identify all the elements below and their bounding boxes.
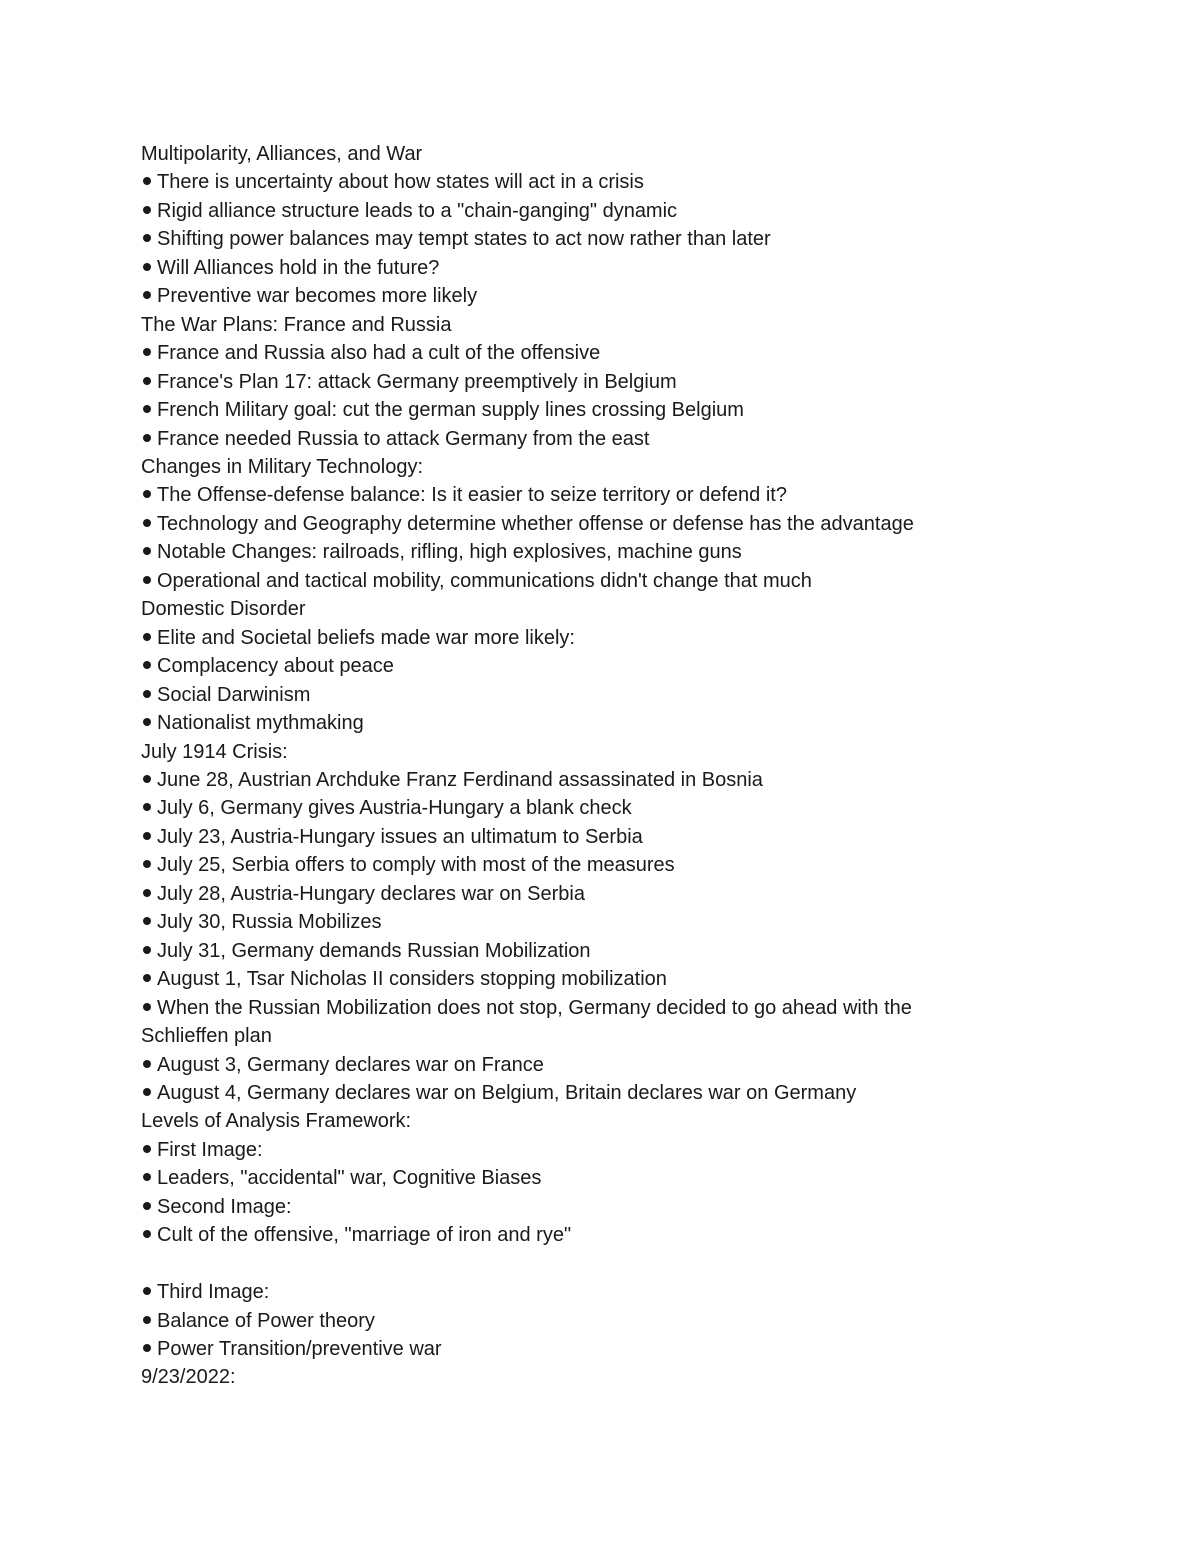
list-item-text: Notable Changes: railroads, rifling, high explosives, machine guns: [157, 541, 742, 564]
list-item: [141, 225, 1141, 253]
list-item-text: When the Russian Mobilization does not stop, Germany decided to go ahead with the: [157, 996, 912, 1019]
list-item-text: July 30, Russia Mobilizes: [157, 911, 382, 934]
list-item-continuation: Schlieffen plan: [141, 1025, 272, 1048]
bullet-icon: [143, 1230, 151, 1238]
bullet-icon: [143, 1173, 151, 1181]
list-item-text: Third Image:: [157, 1281, 270, 1304]
bullet-icon: [143, 263, 151, 271]
bullet-icon: [143, 832, 151, 840]
list-item-text: France needed Russia to attack Germany from the east: [157, 427, 650, 450]
list-item-text: France's Plan 17: attack Germany preemptively in Belgium: [157, 370, 677, 393]
bullet-icon: [143, 291, 151, 299]
list-item: [141, 197, 1141, 225]
list-item-text: July 31, Germany demands Russian Mobilization: [157, 939, 591, 962]
bullet-icon: [143, 1003, 151, 1011]
list-item: [141, 851, 1141, 879]
list-item: [141, 652, 1141, 680]
list-item-text: Technology and Geography determine whether offense or defense has the advantage: [157, 512, 914, 535]
bullet-icon: [143, 490, 151, 498]
list-item-text: Preventive war becomes more likely: [157, 285, 478, 308]
list-item-text: Elite and Societal beliefs made war more likely:: [157, 626, 575, 649]
bullet-icon: [143, 177, 151, 185]
bullet-icon: [143, 803, 151, 811]
list-item-text: Shifting power balances may tempt states to act now rather than later: [157, 228, 771, 251]
list-item: [141, 880, 1141, 908]
bullet-icon: [143, 519, 151, 527]
list-item: [141, 1278, 1141, 1306]
bullet-icon: [143, 377, 151, 385]
list-item: [141, 908, 1141, 936]
list-item: [141, 1221, 1141, 1249]
list-item: [141, 766, 1141, 794]
list-item: [141, 624, 1141, 652]
list-item-text: French Military goal: cut the german supply lines crossing Belgium: [157, 399, 744, 422]
list-item: [141, 282, 1141, 310]
bullet-icon: [143, 633, 151, 641]
bullet-icon: [143, 718, 151, 726]
bullet-icon: [143, 348, 151, 356]
list-item-text: August 4, Germany declares war on Belgium, Britain declares war on Germany: [157, 1081, 857, 1104]
list-item: [141, 168, 1141, 196]
list-item-text: Nationalist mythmaking: [157, 712, 364, 735]
list-item-text: Cult of the offensive, "marriage of iron and rye": [157, 1224, 572, 1247]
bullet-icon: [143, 690, 151, 698]
bullet-icon: [143, 917, 151, 925]
bullet-icon: [143, 1145, 151, 1153]
list-item-text: July 23, Austria-Hungary issues an ultimatum to Serbia: [157, 825, 643, 848]
list-item: [141, 396, 1141, 424]
list-item: [141, 510, 1141, 538]
list-item-text: Will Alliances hold in the future?: [157, 256, 440, 279]
list-item: [141, 425, 1141, 453]
section-heading: July 1914 Crisis:: [141, 740, 288, 763]
bullet-icon: [143, 405, 151, 413]
list-item: [141, 994, 1141, 1022]
list-item: [141, 339, 1141, 367]
list-item-text: June 28, Austrian Archduke Franz Ferdinand assassinated in Bosnia: [157, 768, 763, 791]
list-item-text: The Offense-defense balance: Is it easier to seize territory or defend it?: [157, 484, 787, 507]
date-heading: 9/23/2022:: [141, 1366, 236, 1389]
list-item-text: First Image:: [157, 1138, 263, 1161]
list-item-text: Balance of Power theory: [157, 1309, 375, 1332]
list-item: [141, 823, 1141, 851]
list-item-text: Social Darwinism: [157, 683, 311, 706]
list-item: [141, 368, 1141, 396]
list-item-text: July 6, Germany gives Austria-Hungary a blank check: [157, 797, 632, 820]
section-heading: Levels of Analysis Framework:: [141, 1110, 412, 1133]
section-heading: Changes in Military Technology:: [141, 455, 424, 478]
list-item: [141, 567, 1141, 595]
list-item: [141, 937, 1141, 965]
list-item-text: July 28, Austria-Hungary declares war on Serbia: [157, 882, 585, 905]
section-heading: The War Plans: France and Russia: [141, 313, 452, 336]
bullet-icon: [143, 860, 151, 868]
blank-line: [141, 1250, 1141, 1278]
list-item-text: Power Transition/preventive war: [157, 1338, 442, 1361]
document-page: [141, 140, 1141, 1392]
list-item: [141, 1307, 1141, 1335]
list-item: [141, 1079, 1141, 1107]
list-item: [141, 1136, 1141, 1164]
list-item-text: August 1, Tsar Nicholas II considers stopping mobilization: [157, 968, 667, 991]
bullet-icon: [143, 1088, 151, 1096]
bullet-icon: [143, 946, 151, 954]
section-heading: Multipolarity, Alliances, and War: [141, 143, 423, 165]
list-item-text: Leaders, "accidental" war, Cognitive Biases: [157, 1167, 542, 1190]
bullet-icon: [143, 547, 151, 555]
list-item-text: France and Russia also had a cult of the offensive: [157, 342, 601, 365]
list-item: [141, 538, 1141, 566]
bullet-icon: [143, 434, 151, 442]
list-item-text: Rigid alliance structure leads to a "chain-ganging" dynamic: [157, 199, 678, 222]
section-heading: Domestic Disorder: [141, 598, 306, 621]
list-item-text: July 25, Serbia offers to comply with most of the measures: [157, 854, 675, 877]
list-item-text: Complacency about peace: [157, 655, 394, 678]
bullet-icon: [143, 1344, 151, 1352]
bullet-icon: [143, 889, 151, 897]
bullet-icon: [143, 206, 151, 214]
list-item: [141, 1051, 1141, 1079]
list-item-text: August 3, Germany declares war on France: [157, 1053, 544, 1076]
list-item-text: There is uncertainty about how states will act in a crisis: [157, 171, 644, 194]
list-item: [141, 709, 1141, 737]
list-item: [141, 254, 1141, 282]
list-item: [141, 965, 1141, 993]
list-item: [141, 681, 1141, 709]
bullet-icon: [143, 1287, 151, 1295]
list-item: [141, 1335, 1141, 1363]
list-item: [141, 481, 1141, 509]
list-item: [141, 1164, 1141, 1192]
list-item: [141, 1193, 1141, 1221]
bullet-icon: [143, 576, 151, 584]
bullet-icon: [143, 775, 151, 783]
bullet-icon: [143, 661, 151, 669]
list-item-text: Operational and tactical mobility, communications didn't change that much: [157, 569, 812, 592]
bullet-icon: [143, 974, 151, 982]
bullet-icon: [143, 1316, 151, 1324]
list-item-text: Second Image:: [157, 1195, 292, 1218]
list-item: [141, 794, 1141, 822]
bullet-icon: [143, 234, 151, 242]
bullet-icon: [143, 1202, 151, 1210]
bullet-icon: [143, 1060, 151, 1068]
